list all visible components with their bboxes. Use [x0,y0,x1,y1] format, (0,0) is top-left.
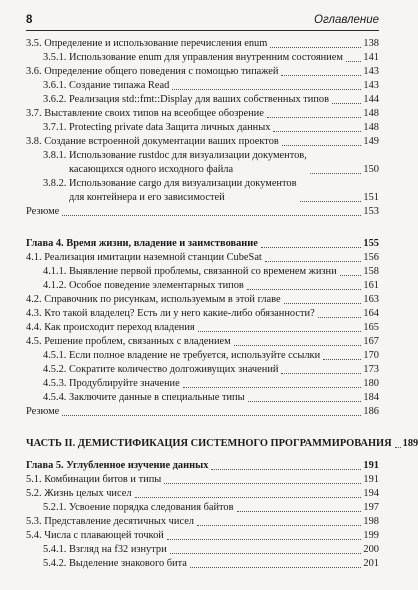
toc-entry-title [26,529,164,543]
toc-entry-title [26,293,281,307]
toc-entry-title [26,307,315,321]
leader-dots [340,275,362,276]
toc-entry[interactable] [26,349,379,363]
toc-page-number: 173 [363,364,379,375]
toc-entry-text: Определение и использование перечисления enum [44,38,268,49]
toc-page-number: 180 [363,378,379,389]
toc-entry-text: Продублируйте значение [69,378,180,389]
toc-page-number: 156 [363,252,379,263]
leader-dots [167,539,362,540]
toc-page-number: 143 [363,66,379,77]
toc-entry-number: 4.4. [26,322,42,333]
toc-entry[interactable] [26,293,379,307]
toc-entry-title [43,79,169,93]
toc-entry[interactable] [26,377,379,391]
toc-entry-number: 3.5.1. [43,52,67,63]
toc-entry-text: Резюме [26,406,60,417]
toc-entry-title [26,65,278,79]
toc-entry-text: Решение проблем, связанных с владением [44,336,231,347]
toc-page-number: 151 [363,192,379,203]
toc-entry-number: 4.5. [26,336,42,347]
toc-page-number: 143 [363,80,379,91]
leader-dots [172,89,361,90]
leader-dots [261,247,362,248]
toc-entry-number: 3.6.2. [43,94,67,105]
toc-page-number: 155 [363,238,379,249]
toc-entry-title [43,363,278,377]
toc-entry-number: 3.6.1. [43,80,67,91]
page-header [26,12,379,31]
toc-entry-text: Выявление первой проблемы, связанной со временем жизни [69,266,337,277]
leader-dots [310,173,362,174]
toc-entry[interactable] [26,391,379,405]
toc-page-number: 186 [363,406,379,417]
leader-dots [234,345,362,346]
toc-page-number: 201 [363,558,379,569]
leader-dots [284,303,362,304]
page-number: 8 [26,14,33,26]
toc-entry[interactable] [26,473,379,487]
toc-page-number: 144 [363,94,379,105]
toc-entry[interactable] [26,51,379,65]
toc-entry-text: Комбинации битов и типы [44,474,162,485]
toc-entry-number: 5.4.2. [43,558,67,569]
toc-entry[interactable] [26,405,379,419]
toc-entry-text: Protecting private data Защита личных данных [69,122,271,133]
toc-entry-text: Числа с плавающей точкой [44,530,164,541]
toc-entry-title [26,487,132,501]
toc-page-number: 194 [363,488,379,499]
toc-entry-title [26,473,161,487]
toc-entry-text: Если полное владение не требуется, используйте ссылки [69,350,321,361]
toc-entry-text: Глава 4. Время жизни, владение и заимствование [26,238,258,249]
leader-dots [332,103,361,104]
toc-entry-title [26,135,279,149]
leader-dots [248,401,362,402]
toc-entry-title [26,321,195,335]
toc-entry-title [26,205,59,219]
toc-entry[interactable] [26,205,379,219]
toc-entry-text: Усвоение порядка следования байтов [69,502,234,513]
leader-dots [300,201,362,202]
leader-dots [247,289,362,290]
leader-dots [198,331,362,332]
leader-dots [281,373,361,374]
toc-entry[interactable] [26,279,379,293]
toc-spacer [26,451,379,459]
toc-entry-text-continued: для контейнера и его зависимостей [69,192,225,203]
leader-dots [270,47,361,48]
toc-entry-number: 4.1.2. [43,280,67,291]
toc-entry-number: 4.1. [26,252,42,263]
toc-entry-text: Кто такой владелец? Есть ли у него какие-либо обязанности? [44,308,315,319]
toc-entry-title [26,107,264,121]
leader-dots [164,483,361,484]
toc-entry-number: 4.5.4. [43,392,67,403]
leader-dots [197,525,361,526]
toc-entry-text: Использование enum для управления внутренним состоянием [69,52,343,63]
toc-entry-number: 3.8. [26,136,42,147]
toc-entry[interactable] [26,177,379,205]
leader-dots [190,567,362,568]
toc-entry-title [43,501,234,515]
leader-dots [318,317,362,318]
leader-dots [323,359,361,360]
toc-entry-title [26,335,231,349]
toc-page-number: 170 [363,350,379,361]
toc-entry-number: 4.5.2. [43,364,67,375]
toc-entry-title [43,391,245,405]
toc-page-number: 138 [363,38,379,49]
toc-spacer [26,219,379,237]
toc-page-number: 165 [363,322,379,333]
toc-entry-number: 5.4. [26,530,42,541]
toc-chapter-entry[interactable] [26,237,379,251]
leader-dots [273,131,361,132]
toc-entry-number: 4.1.1. [43,266,67,277]
leader-dots [395,447,401,448]
toc-page-number: 198 [363,516,379,527]
leader-dots [183,387,362,388]
toc-entry[interactable] [26,265,379,279]
toc-entry-text: Реализация std::fmt::Display для ваших собственных типов [69,94,330,105]
leader-dots [62,415,361,416]
toc-page-number: 161 [363,280,379,291]
toc-entry[interactable] [26,37,379,51]
toc-page-number: 149 [363,136,379,147]
toc-entry[interactable] [26,79,379,93]
toc-spacer [26,419,379,437]
toc-entry-text: Особое поведение элементарных типов [69,280,244,291]
toc-page-number: 197 [363,502,379,513]
toc-entry-text: Выделение знакового бита [69,558,187,569]
toc-entry-title [43,557,187,571]
toc-page-number: 163 [363,294,379,305]
toc-entry-title [43,51,343,65]
toc-chapter-entry[interactable] [26,437,418,451]
toc-entry-title [43,279,244,293]
toc-page-number: 189 [402,438,418,449]
toc-entry-text: Справочник по рисункам, используемым в этой главе [44,294,281,305]
toc-entry-title [26,251,262,265]
toc-page-number: 148 [363,122,379,133]
toc-entry-number: 5.2. [26,488,42,499]
toc-entry-number: 5.1. [26,474,42,485]
toc-entry-number: 4.5.3. [43,378,67,389]
toc-entry-text: Резюме [26,206,60,217]
toc-entry-text-continued: касающихся одного исходного файла [69,164,234,175]
toc-page-number: 148 [363,108,379,119]
toc-entry[interactable] [26,135,379,149]
toc-entry-title [26,237,258,251]
toc-entry-title [26,437,392,451]
toc-entry-text: Использование rustdoc для визуализации документов, [69,150,307,161]
toc-entry[interactable] [26,93,379,107]
toc-page-number: 164 [363,308,379,319]
toc-entry-number: 4.3. [26,308,42,319]
toc-entry-number: 4.5.1. [43,350,67,361]
toc-page-number: 199 [363,530,379,541]
toc-entry-text: Определение общего поведения с помощью типажей [44,66,279,77]
toc-entry-title [26,405,59,419]
leader-dots [265,261,362,262]
toc-entry-title [43,377,180,391]
toc-entry-number: 3.7.1. [43,122,67,133]
toc-page-number: 200 [363,544,379,555]
toc-entry-text: Представление десятичных чисел [44,516,194,527]
toc-entry-text: Как происходит переход владения [44,322,195,333]
toc-entry-number: 5.3. [26,516,42,527]
toc-entry-text: Сократите количество долгоживущих значений [69,364,279,375]
toc-chapter-entry[interactable] [26,459,379,473]
toc-page-number: 167 [363,336,379,347]
toc-entry-number: 4.2. [26,294,42,305]
toc-entry-text: Использование cargo для визуализации документов [69,178,297,189]
toc-entry[interactable] [26,307,379,321]
toc-entry-title [43,177,297,205]
toc-entry[interactable] [26,501,379,515]
toc-entry-number: 3.8.1. [43,150,67,161]
toc-entry[interactable] [26,335,379,349]
leader-dots [267,117,362,118]
table-of-contents [26,37,418,571]
toc-entry-title [43,93,329,107]
toc-page-number: 191 [363,474,379,485]
toc-entry-number: 3.7. [26,108,42,119]
toc-entry[interactable] [26,65,379,79]
leader-dots [237,511,362,512]
leader-dots [281,75,361,76]
toc-entry[interactable] [26,149,379,177]
toc-entry-text: Взгляд на f32 изнутри [69,544,167,555]
toc-entry[interactable] [26,529,379,543]
leader-dots [170,553,362,554]
toc-entry-number: 3.8.2. [43,178,67,189]
toc-entry[interactable] [26,121,379,135]
toc-entry-title [43,121,270,135]
leader-dots [135,497,362,498]
toc-entry-title [43,349,320,363]
leader-dots [211,469,361,470]
toc-entry-text: Создание встроенной документации ваших проектов [44,136,279,147]
toc-page-number: 184 [363,392,379,403]
toc-entry-number: 3.5. [26,38,42,49]
toc-entry-text: Жизнь целых чисел [44,488,132,499]
leader-dots [346,61,361,62]
toc-entry-text: ЧАСТЬ II. ДЕМИСТИФИКАЦИЯ СИСТЕМНОГО ПРОГРАММИРОВАНИЯ [26,438,392,449]
toc-entry-number: 5.2.1. [43,502,67,513]
leader-dots [62,215,361,216]
toc-entry[interactable] [26,251,379,265]
toc-entry[interactable] [26,543,379,557]
toc-entry-title [43,149,307,177]
toc-entry-text: Заключите данные в специальные типы [69,392,245,403]
toc-entry-text: Выставление своих типов на всеобщее обозрение [44,108,264,119]
toc-page-number: 158 [363,266,379,277]
toc-page-number: 150 [363,164,379,175]
running-title: Оглавление [314,14,379,26]
toc-page-number: 141 [363,52,379,63]
toc-entry[interactable] [26,107,379,121]
toc-entry[interactable] [26,321,379,335]
toc-entry-title [26,515,194,529]
toc-entry-text: Создание типажа Read [69,80,170,91]
toc-entry-number: 3.6. [26,66,42,77]
toc-entry-text: Глава 5. Углубленное изучение данных [26,460,209,471]
toc-entry[interactable] [26,487,379,501]
toc-page-number: 153 [363,206,379,217]
toc-entry-text: Реализация имитации наземной станции CubeSat [44,252,262,263]
toc-entry[interactable] [26,557,379,571]
toc-entry-title [43,543,167,557]
toc-entry[interactable] [26,363,379,377]
toc-entry-title [43,265,337,279]
toc-entry-title [26,459,208,473]
toc-entry[interactable] [26,515,379,529]
leader-dots [282,145,362,146]
toc-page-number: 191 [363,460,379,471]
toc-entry-title [26,37,267,51]
toc-entry-number: 5.4.1. [43,544,67,555]
